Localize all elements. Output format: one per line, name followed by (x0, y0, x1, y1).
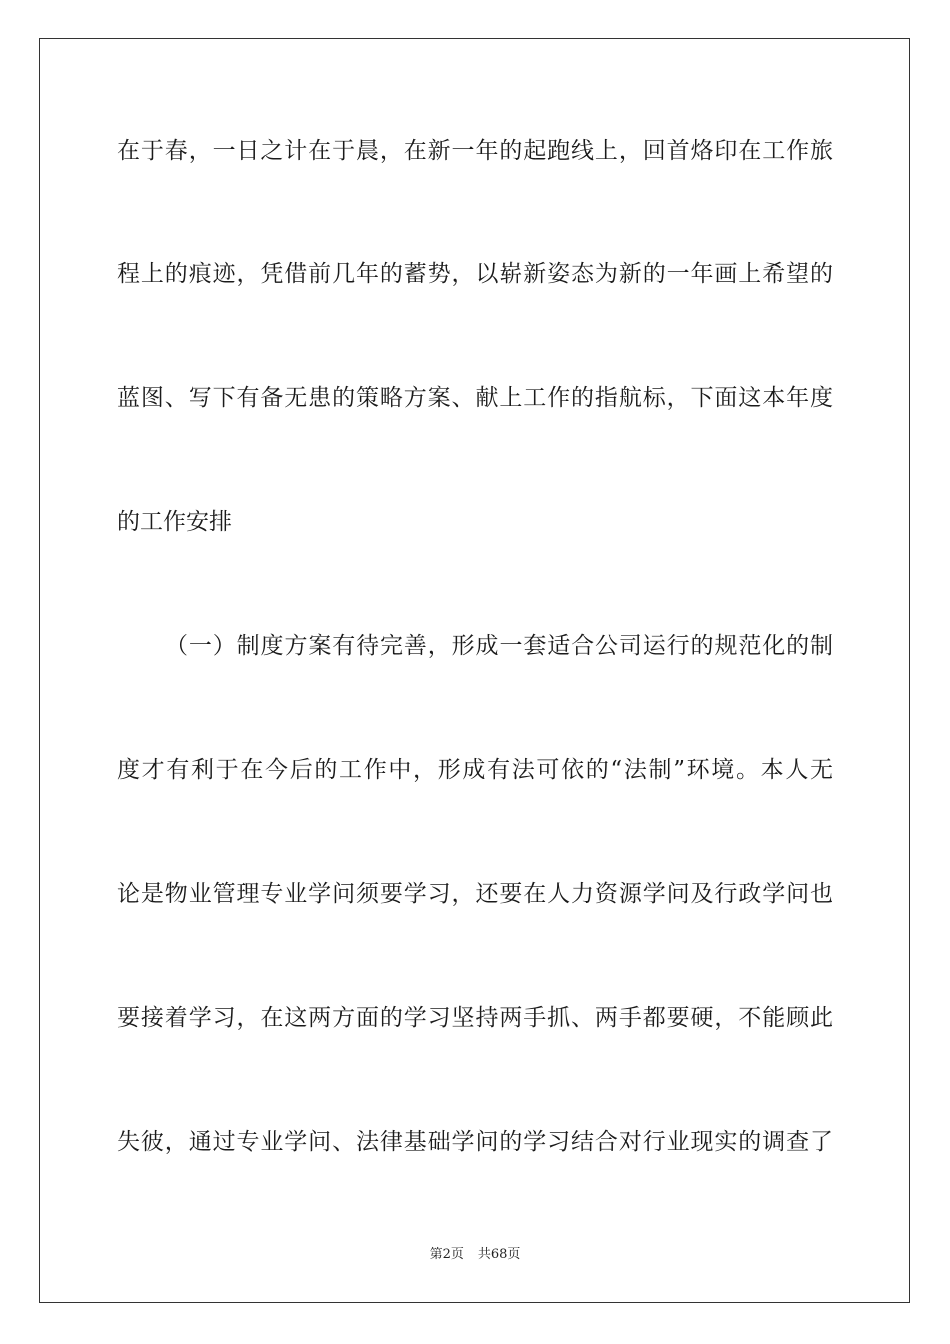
page-footer (0, 1245, 950, 1265)
body-line-4: 的工作安排 (117, 509, 232, 535)
page-border (39, 38, 910, 1303)
page-number: 第2页 (429, 1247, 464, 1262)
body-line-7: 论是物业管理专业学问须要学习，还要在人力资源学问及行政学问也 (117, 881, 833, 907)
body-line-8: 要接着学习，在这两方面的学习坚持两手抓、两手都要硬，不能顾此 (117, 1005, 833, 1031)
body-line-1: 在于春，一日之计在于晨，在新一年的起跑线上，回首烙印在工作旅 (117, 138, 833, 164)
body-line-2: 程上的痕迹，凭借前几年的蓄势，以崭新姿态为新的一年画上希望的 (117, 261, 833, 287)
page-total: 共68页 (477, 1247, 521, 1262)
body-line-6: 度才有利于在今后的工作中，形成有法可依的“法制”环境。本人无 (117, 757, 833, 783)
paragraph-heading-line: （一）制度方案有待完善，形成一套适合公司运行的规范化的制 (165, 633, 833, 659)
body-line-9: 失彼，通过专业学问、法律基础学问的学习结合对行业现实的调查了 (117, 1129, 833, 1155)
body-line-3: 蓝图、写下有备无患的策略方案、献上工作的指航标，下面这本年度 (117, 385, 833, 411)
